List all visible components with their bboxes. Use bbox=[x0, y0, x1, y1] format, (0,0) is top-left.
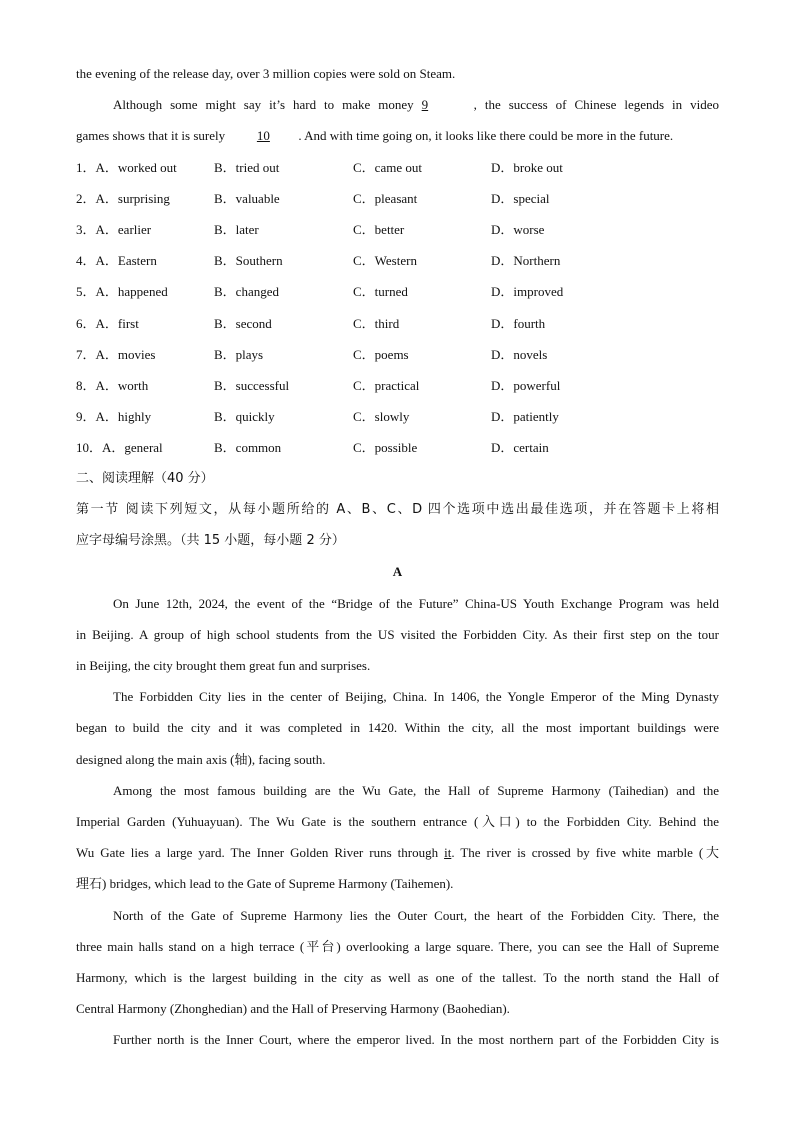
text-fragment: . And with time going on, it looks like there could be more in the future. bbox=[298, 128, 674, 144]
paragraph-line: designed along the main axis (轴), facing south. bbox=[76, 751, 326, 767]
option-a: 6．A．first bbox=[76, 315, 139, 331]
option-row bbox=[76, 152, 719, 183]
option-b: B．plays bbox=[214, 346, 264, 362]
option-b: B．later bbox=[214, 221, 259, 237]
option-row bbox=[76, 339, 719, 370]
section-heading: 二、阅读理解（40 分） bbox=[76, 471, 214, 487]
option-b: B．Southern bbox=[214, 253, 283, 269]
option-row bbox=[76, 370, 719, 401]
option-d: D．Northern bbox=[491, 253, 561, 269]
option-row bbox=[76, 432, 719, 463]
paragraph-line: The Forbidden City lies in the center of Beijing, China. In 1406, the Yongle Emperor of the Ming Dynasty bbox=[113, 689, 719, 705]
option-a: 3．A．earlier bbox=[76, 221, 152, 237]
option-d: D．powerful bbox=[491, 377, 561, 393]
underlined-word: it bbox=[444, 845, 452, 861]
option-a: 5．A．happened bbox=[76, 284, 168, 300]
paragraph-1 bbox=[76, 588, 719, 682]
paragraph-4 bbox=[76, 900, 719, 1025]
option-d: D．certain bbox=[491, 440, 549, 456]
option-a: 1．A．worked out bbox=[76, 159, 177, 175]
option-d: D．special bbox=[491, 190, 550, 206]
option-b: B．quickly bbox=[214, 409, 275, 425]
option-d: D．worse bbox=[491, 221, 545, 237]
option-b: B．second bbox=[214, 315, 272, 331]
instruction-line: 应字母编号涂黑。（共 15 小题，每小题 2 分） bbox=[76, 533, 345, 549]
option-row bbox=[76, 183, 719, 214]
paragraph-line: Imperial Garden (Yuhuayuan). The Wu Gate is the southern entrance (入口) to the Forbidden City. Behind the bbox=[76, 813, 719, 829]
paragraph-line: 理石) bridges, which lead to the Gate of Supreme Harmony (Taihemen). bbox=[76, 876, 454, 892]
option-a: 7．A．movies bbox=[76, 346, 156, 362]
text-fragment: . The river is crossed by five white marble (大 bbox=[451, 845, 719, 861]
text-fragment: Although some might say it’s hard to make money bbox=[113, 97, 422, 113]
option-d: D．improved bbox=[491, 284, 564, 300]
option-b: B．common bbox=[214, 440, 282, 456]
option-b: B．changed bbox=[214, 284, 279, 300]
instruction-line: 第一节 阅读下列短文，从每小题所给的 A、B、C、D 四个选项中选出最佳选项，并在答题卡上将相 bbox=[76, 502, 719, 518]
document-page bbox=[76, 58, 719, 1055]
paragraph-line: began to build the city and it was completed in 1420. Within the city, all the most important buildings were bbox=[76, 720, 719, 736]
text-fragment: games shows that it is surely bbox=[76, 128, 229, 144]
paragraph-line bbox=[76, 837, 719, 868]
paragraph-line: On June 12th, 2024, the event of the “Bridge of the Future” China-US Youth Exchange Program was held bbox=[113, 595, 719, 611]
paragraph-line: Central Harmony (Zhonghedian) and the Hall of Preserving Harmony (Baohedian). bbox=[76, 1001, 510, 1017]
paragraph-3 bbox=[76, 775, 719, 900]
text-fragment: Wu Gate lies a large yard. The Inner Golden River runs through bbox=[76, 845, 445, 861]
options-list bbox=[76, 152, 719, 464]
option-a: 10．A．general bbox=[76, 440, 163, 456]
option-a: 2．A．surprising bbox=[76, 190, 170, 206]
paragraph-5 bbox=[76, 1024, 719, 1055]
option-d: D．patiently bbox=[491, 409, 559, 425]
option-c: C．came out bbox=[353, 159, 422, 175]
option-a: 9．A．highly bbox=[76, 409, 152, 425]
option-d: D．broke out bbox=[491, 159, 563, 175]
option-a: 4．A．Eastern bbox=[76, 253, 157, 269]
paragraph-2 bbox=[76, 681, 719, 775]
paragraph-line: Among the most famous building are the Wu Gate, the Hall of Supreme Harmony (Taihedian) and the bbox=[113, 782, 719, 798]
option-c: C．better bbox=[353, 221, 405, 237]
option-b: B．valuable bbox=[214, 190, 280, 206]
paragraph-line: Further north is the Inner Court, where the emperor lived. In the most northern part of the Forbidden City is bbox=[113, 1032, 719, 1048]
option-row bbox=[76, 401, 719, 432]
option-d: D．fourth bbox=[491, 315, 546, 331]
option-b: B．tried out bbox=[214, 159, 280, 175]
option-row bbox=[76, 214, 719, 245]
paragraph-line: three main halls stand on a high terrace (平台) overlooking a large square. There, you can see the Hall of Supreme bbox=[76, 938, 719, 954]
option-c: C．third bbox=[353, 315, 400, 331]
option-c: C．possible bbox=[353, 440, 418, 456]
paragraph-line: Harmony, which is the largest building in the city as well as one of the tallest. To the north stand the Hall of bbox=[76, 969, 719, 985]
paragraph-line: in Beijing. A group of high school students from the US visited the Forbidden City. As their first step on the tour bbox=[76, 626, 719, 642]
blank-9: 9 bbox=[421, 97, 429, 113]
option-b: B．successful bbox=[214, 377, 290, 393]
option-c: C．practical bbox=[353, 377, 420, 393]
option-row bbox=[76, 308, 719, 339]
text-fragment: , the success of Chinese legends in video bbox=[473, 97, 719, 113]
option-a: 8．A．worth bbox=[76, 377, 149, 393]
option-row bbox=[76, 276, 719, 307]
passage-label: A bbox=[392, 564, 403, 580]
option-c: C．slowly bbox=[353, 409, 410, 425]
cloze-text-line bbox=[76, 89, 719, 120]
blank-10: 10 bbox=[256, 128, 270, 144]
option-c: C．turned bbox=[353, 284, 408, 300]
option-c: C．poems bbox=[353, 346, 409, 362]
option-row bbox=[76, 245, 719, 276]
paragraph-line: in Beijing, the city brought them great fun and surprises. bbox=[76, 658, 371, 673]
cloze-text-line bbox=[76, 120, 719, 151]
paragraph-line: North of the Gate of Supreme Harmony lies the Outer Court, the heart of the Forbidden City. There, the bbox=[113, 907, 719, 923]
option-d: D．novels bbox=[491, 346, 548, 362]
option-c: C．Western bbox=[353, 253, 417, 269]
cloze-text-line: the evening of the release day, over 3 million copies were sold on Steam. bbox=[76, 66, 456, 81]
option-c: C．pleasant bbox=[353, 190, 418, 206]
